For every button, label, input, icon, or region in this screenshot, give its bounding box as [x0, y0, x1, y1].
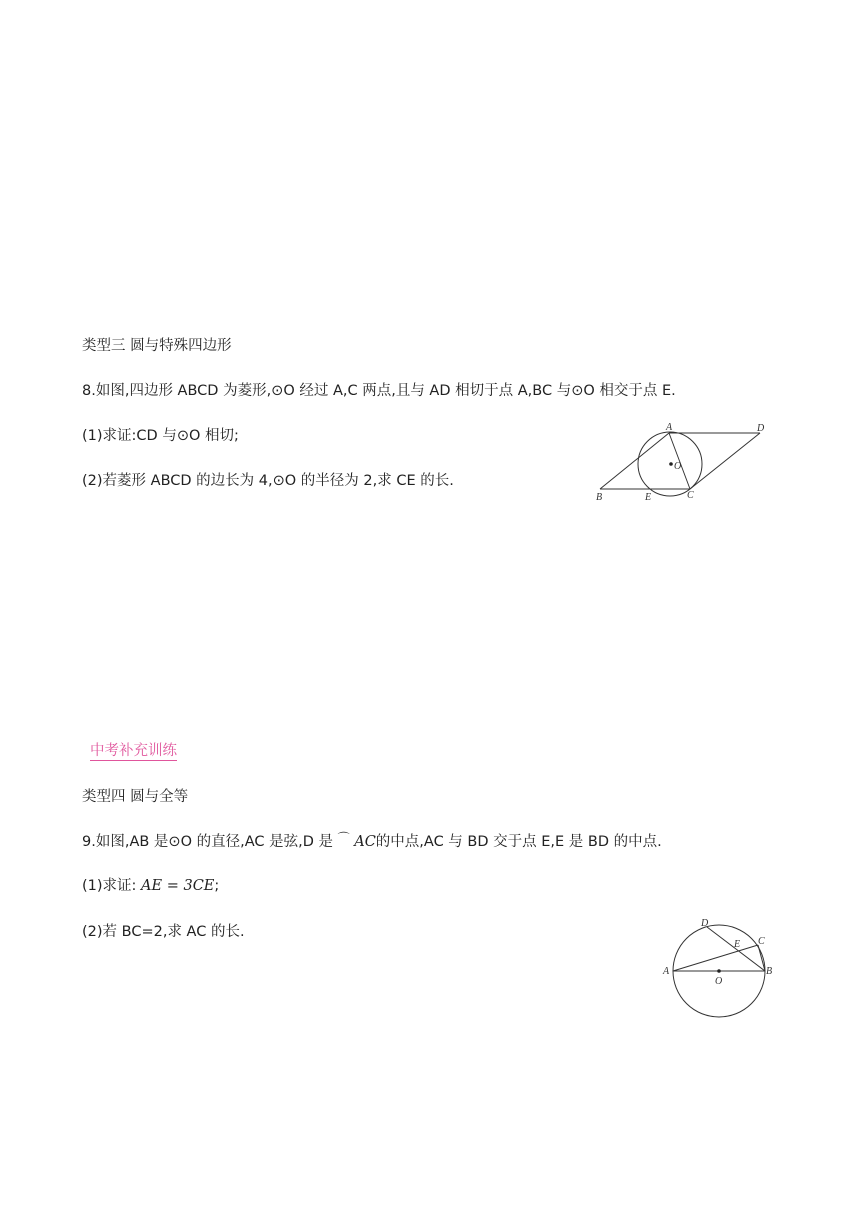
label-b: B — [596, 492, 603, 503]
question-8-figure — [590, 418, 780, 508]
question-8-stem: 8.如图,四边形 ABCD 为菱形,⊙O 经过 A,C 两点,且与 AD 相切于点 A,BC 与⊙O 相交于点 E. — [82, 383, 676, 399]
label-b: B — [766, 966, 773, 977]
question-9-stem-start: 9.如图,AB 是⊙O 的直径,AC 是弦,D 是 — [82, 834, 333, 850]
label-e: E — [645, 492, 652, 503]
rhombus-side-ba — [600, 433, 669, 489]
label-d: D — [757, 423, 765, 434]
center-o-dot — [669, 462, 673, 466]
label-a: A — [663, 966, 670, 977]
question-8-part-1: (1)求证:CD 与⊙O 相切; — [82, 428, 239, 444]
center-o-dot — [717, 969, 721, 973]
supplement-training-label: 中考补充训练 — [90, 743, 177, 759]
question-9-part-1 — [82, 876, 219, 896]
arc-label: AC — [354, 834, 376, 850]
label-d: D — [701, 918, 709, 929]
label-o: O — [674, 461, 682, 472]
label-o: O — [715, 976, 723, 987]
question-9-part-1-prefix: (1)求证: — [82, 878, 142, 894]
question-9-figure — [660, 915, 785, 1025]
label-a: A — [666, 422, 673, 433]
rhombus-side-dc — [690, 433, 760, 489]
label-e: E — [734, 939, 741, 950]
equation: AE = 3CE — [141, 878, 215, 894]
section-heading: 类型三 圆与特殊四边形 — [82, 338, 232, 354]
label-c: C — [687, 490, 694, 501]
question-9-stem-end: 的中点,AC 与 BD 交于点 E,E 是 BD 的中点. — [375, 834, 662, 850]
chord-ac — [673, 945, 758, 971]
question-8-part-2: (2)若菱形 ABCD 的边长为 4,⊙O 的半径为 2,求 CE 的长. — [82, 473, 454, 489]
arc-symbol: ⌒ — [337, 831, 350, 845]
question-9-part-2: (2)若 BC=2,求 AC 的长. — [82, 924, 245, 940]
section-heading: 类型四 圆与全等 — [82, 789, 189, 805]
question-9-stem — [82, 832, 662, 852]
label-c: C — [758, 936, 765, 947]
question-9-part-1-suffix: ; — [214, 878, 220, 894]
